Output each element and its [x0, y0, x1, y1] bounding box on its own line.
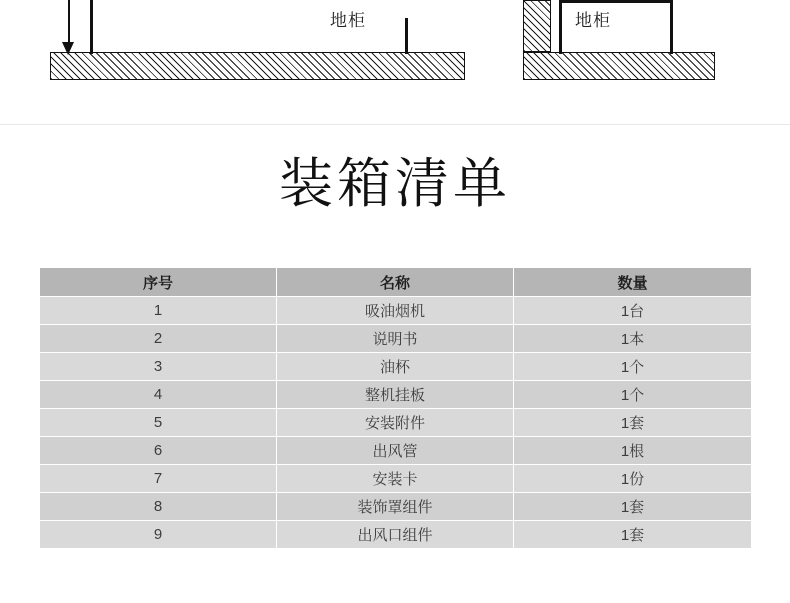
table-header-row — [40, 268, 752, 297]
cell-name: 出风口组件 — [277, 521, 514, 549]
cell-name: 安装附件 — [277, 409, 514, 437]
table-row — [40, 353, 752, 381]
table-row — [40, 409, 752, 437]
cell-index: 7 — [40, 465, 277, 493]
column-header-name: 名称 — [277, 268, 514, 297]
diagram-right — [523, 0, 715, 95]
cell-index: 9 — [40, 521, 277, 549]
cell-quantity: 1份 — [514, 465, 752, 493]
cabinet-label-left: 地柜 — [330, 11, 366, 30]
column-header-quantity: 数量 — [514, 268, 752, 297]
cell-quantity: 1个 — [514, 381, 752, 409]
column-header-index: 序号 — [40, 268, 277, 297]
cabinet-top-panel-2 — [559, 0, 673, 3]
cell-index: 1 — [40, 297, 277, 325]
down-arrow-icon — [62, 42, 74, 55]
cell-index: 5 — [40, 409, 277, 437]
cell-quantity: 1套 — [514, 493, 752, 521]
table-row — [40, 465, 752, 493]
dimension-arrow-line — [68, 0, 70, 46]
section-divider — [0, 124, 790, 125]
diagram-left — [50, 0, 465, 95]
cell-index: 3 — [40, 353, 277, 381]
cabinet-right-panel — [405, 18, 408, 54]
cell-name: 吸油烟机 — [277, 297, 514, 325]
cell-index: 8 — [40, 493, 277, 521]
cell-index: 6 — [40, 437, 277, 465]
packing-list-table — [39, 267, 752, 549]
floor-slab-left — [50, 52, 465, 80]
cell-index: 2 — [40, 325, 277, 353]
table-row — [40, 437, 752, 465]
cabinet-left-panel — [90, 0, 93, 54]
cell-quantity: 1套 — [514, 409, 752, 437]
wall-slab-right — [523, 0, 551, 52]
cell-quantity: 1套 — [514, 521, 752, 549]
cell-quantity: 1个 — [514, 353, 752, 381]
packing-list-table-wrapper — [39, 267, 751, 549]
cell-quantity: 1本 — [514, 325, 752, 353]
table-row — [40, 493, 752, 521]
cell-index: 4 — [40, 381, 277, 409]
installation-diagram — [0, 0, 790, 125]
cell-name: 安装卡 — [277, 465, 514, 493]
cell-name: 整机挂板 — [277, 381, 514, 409]
cell-name: 装饰罩组件 — [277, 493, 514, 521]
table-row — [40, 325, 752, 353]
cabinet-right-panel-2 — [670, 0, 673, 54]
cell-name: 油杯 — [277, 353, 514, 381]
cell-name: 说明书 — [277, 325, 514, 353]
cell-name: 出风管 — [277, 437, 514, 465]
table-row — [40, 381, 752, 409]
page-title: 装箱清单 — [279, 154, 511, 214]
table-row — [40, 297, 752, 325]
cabinet-left-panel-2 — [559, 0, 562, 54]
cabinet-label-right: 地柜 — [575, 11, 611, 30]
table-row — [40, 521, 752, 549]
cell-quantity: 1台 — [514, 297, 752, 325]
cell-quantity: 1根 — [514, 437, 752, 465]
floor-slab-right — [523, 52, 715, 80]
